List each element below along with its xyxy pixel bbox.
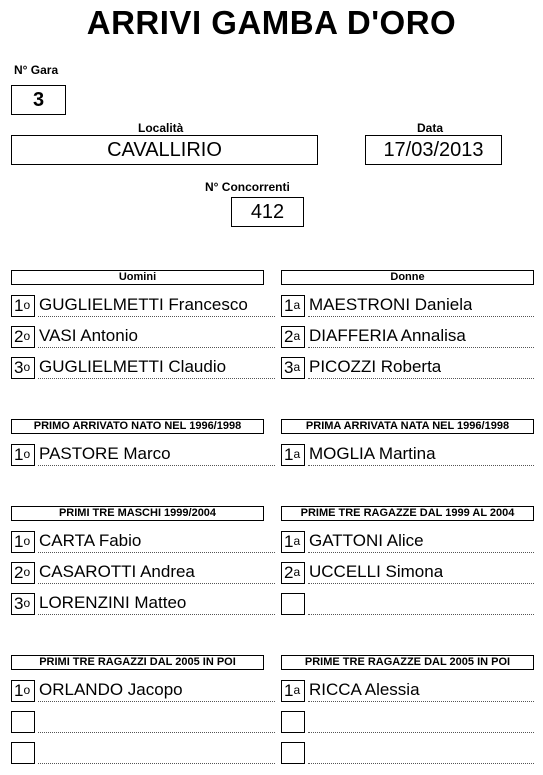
dotted-line	[308, 316, 534, 317]
result-row[interactable]	[11, 295, 264, 317]
result-row[interactable]	[281, 711, 534, 733]
athlete-name: UCCELLI Simona	[309, 562, 444, 581]
position-ordinal: o	[23, 447, 31, 461]
result-row[interactable]	[11, 680, 264, 702]
dotted-line	[308, 763, 534, 764]
concorrenti-field[interactable]	[231, 197, 304, 227]
result-row[interactable]	[281, 680, 534, 702]
athlete-name: LORENZINI Matteo	[39, 593, 187, 612]
position-box	[11, 593, 35, 615]
position-ordinal: o	[23, 534, 31, 548]
athlete-name: PICOZZI Roberta	[309, 357, 442, 376]
position-box	[281, 742, 305, 764]
section-header-left: PRIMI TRE RAGAZZI DAL 2005 IN POI	[11, 655, 264, 670]
position-number: 1	[284, 681, 294, 700]
position-number: 2	[284, 327, 294, 346]
result-row[interactable]	[281, 357, 534, 379]
position-box	[11, 326, 35, 348]
athlete-name: CASAROTTI Andrea	[39, 562, 195, 581]
position-number: 3	[14, 594, 24, 613]
result-row[interactable]	[11, 593, 264, 615]
concorrenti-label: N° Concorrenti	[205, 180, 290, 194]
result-row[interactable]	[11, 531, 264, 553]
result-row[interactable]	[11, 357, 264, 379]
position-box	[281, 680, 305, 702]
athlete-name: DIAFFERIA Annalisa	[309, 326, 466, 345]
position-box	[281, 531, 305, 553]
position-ordinal: o	[23, 329, 31, 343]
position-number: 2	[14, 327, 24, 346]
athlete-name: RICCA Alessia	[309, 680, 420, 699]
position-number: 1	[284, 296, 294, 315]
position-box	[281, 562, 305, 584]
result-row[interactable]	[281, 295, 534, 317]
position-number: 1	[284, 445, 294, 464]
athlete-name: MAESTRONI Daniela	[309, 295, 473, 314]
localita-field[interactable]	[11, 135, 318, 165]
dotted-line	[308, 347, 534, 348]
section-header-left: Uomini	[11, 270, 264, 285]
dotted-line	[308, 732, 534, 733]
concorrenti-value: 412	[250, 201, 285, 223]
section-header-right: PRIMA ARRIVATA NATA NEL 1996/1998	[281, 419, 534, 434]
position-ordinal: a	[293, 298, 301, 312]
position-number: 1	[14, 296, 24, 315]
result-row[interactable]	[281, 531, 534, 553]
result-row[interactable]	[11, 326, 264, 348]
position-box	[281, 357, 305, 379]
data-value: 17/03/2013	[383, 139, 484, 161]
result-row[interactable]	[281, 562, 534, 584]
localita-label: Località	[138, 121, 184, 135]
position-box	[11, 711, 35, 733]
position-ordinal: o	[23, 565, 31, 579]
position-ordinal: o	[23, 298, 31, 312]
position-ordinal: a	[293, 447, 301, 461]
dotted-line	[308, 701, 534, 702]
athlete-name: CARTA Fabio	[39, 531, 142, 550]
section-header-right: Donne	[281, 270, 534, 285]
position-number: 3	[14, 358, 24, 377]
gara-value: 3	[32, 89, 45, 111]
position-box	[11, 562, 35, 584]
position-ordinal: a	[293, 565, 301, 579]
position-ordinal: o	[23, 360, 31, 374]
result-row[interactable]	[281, 593, 534, 615]
position-box	[281, 326, 305, 348]
position-number: 2	[14, 563, 24, 582]
result-row[interactable]	[281, 742, 534, 764]
athlete-name: ORLANDO Jacopo	[39, 680, 183, 699]
dotted-line	[38, 614, 275, 615]
position-ordinal: a	[293, 360, 301, 374]
result-row[interactable]	[11, 742, 264, 764]
athlete-name: VASI Antonio	[39, 326, 138, 345]
result-row[interactable]	[11, 562, 264, 584]
localita-value: CAVALLIRIO	[107, 139, 222, 161]
position-box	[281, 593, 305, 615]
position-box	[11, 680, 35, 702]
position-box	[281, 295, 305, 317]
page-title: ARRIVI GAMBA D'ORO	[86, 4, 457, 41]
position-number: 1	[14, 445, 24, 464]
section-header-right: PRIME TRE RAGAZZE DAL 2005 IN POI	[281, 655, 534, 670]
position-ordinal: o	[23, 596, 31, 610]
result-row[interactable]	[11, 444, 264, 466]
dotted-line	[38, 316, 275, 317]
dotted-line	[308, 614, 534, 615]
dotted-line	[38, 552, 275, 553]
section-header-left: PRIMO ARRIVATO NATO NEL 1996/1998	[11, 419, 264, 434]
dotted-line	[38, 378, 275, 379]
position-box	[11, 444, 35, 466]
dotted-line	[38, 583, 275, 584]
athlete-name: GUGLIELMETTI Claudio	[39, 357, 227, 376]
dotted-line	[38, 732, 275, 733]
position-box	[11, 742, 35, 764]
gara-label: N° Gara	[14, 63, 59, 77]
position-box	[11, 357, 35, 379]
position-box	[11, 295, 35, 317]
dotted-line	[308, 378, 534, 379]
position-ordinal: a	[293, 329, 301, 343]
position-number: 1	[14, 681, 24, 700]
position-box	[11, 531, 35, 553]
dotted-line	[308, 552, 534, 553]
dotted-line	[308, 465, 534, 466]
result-row[interactable]	[11, 711, 264, 733]
gara-field[interactable]	[11, 85, 66, 115]
position-number: 1	[14, 532, 24, 551]
position-number: 2	[284, 563, 294, 582]
dotted-line	[38, 465, 275, 466]
data-label: Data	[417, 121, 444, 135]
data-field[interactable]	[365, 135, 502, 165]
athlete-name: GUGLIELMETTI Francesco	[39, 295, 248, 314]
result-row[interactable]	[281, 444, 534, 466]
position-ordinal: a	[293, 534, 301, 548]
athlete-name: MOGLIA Martina	[309, 444, 436, 463]
position-box	[281, 711, 305, 733]
position-number: 1	[284, 532, 294, 551]
dotted-line	[308, 583, 534, 584]
position-number: 3	[284, 358, 294, 377]
athlete-name: PASTORE Marco	[39, 444, 171, 463]
position-ordinal: o	[23, 683, 31, 697]
section-header-left: PRIMI TRE MASCHI 1999/2004	[11, 506, 264, 521]
section-header-right: PRIME TRE RAGAZZE DAL 1999 AL 2004	[281, 506, 534, 521]
position-box	[281, 444, 305, 466]
dotted-line	[38, 701, 275, 702]
result-row[interactable]	[281, 326, 534, 348]
dotted-line	[38, 347, 275, 348]
athlete-name: GATTONI Alice	[309, 531, 424, 550]
dotted-line	[38, 763, 275, 764]
position-ordinal: a	[293, 683, 301, 697]
